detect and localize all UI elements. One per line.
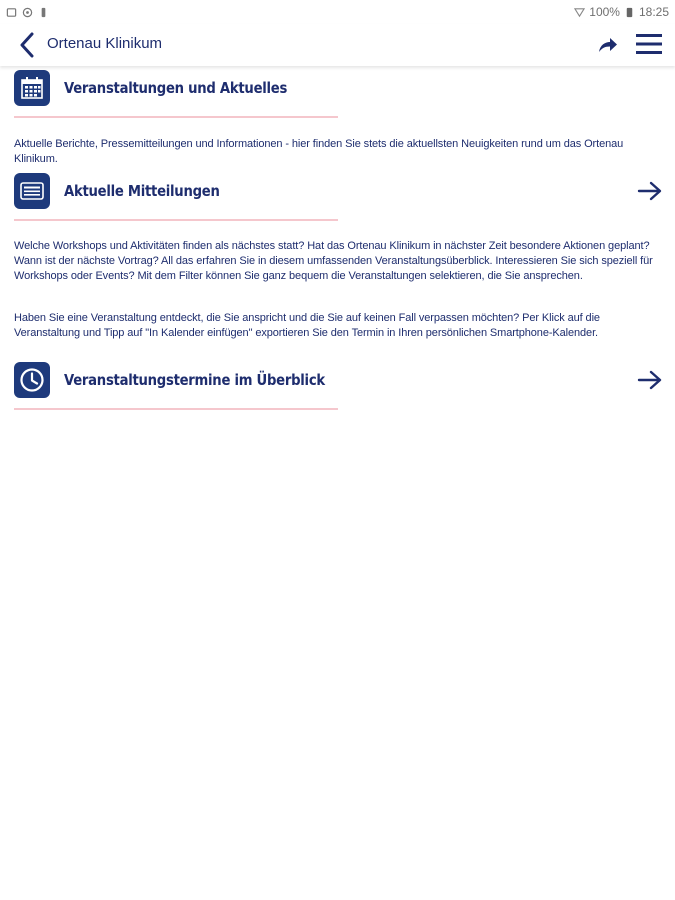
section-divider xyxy=(14,408,338,410)
sync-icon xyxy=(22,7,33,18)
clock-icon xyxy=(19,367,45,393)
calendar-icon-box xyxy=(14,70,50,106)
section-title: Veranstaltungstermine im Überblick xyxy=(64,371,325,389)
app-title: Ortenau Klinikum xyxy=(47,35,163,52)
back-button[interactable] xyxy=(12,29,42,61)
veranstaltungstermine-arrow-button[interactable] xyxy=(636,367,664,393)
mitteilungen-description: Aktuelle Berichte, Pressemitteilungen und Informationen - hier finden Sie stets die aktuellsten Neuigkeiten rund um das Ortenau Klinikum. xyxy=(14,138,624,165)
share-button[interactable] xyxy=(594,31,622,59)
battery-percent: 100% xyxy=(589,5,620,19)
usb-icon xyxy=(38,7,49,18)
newspaper-icon-box xyxy=(14,173,50,209)
status-right xyxy=(574,5,669,19)
status-time: 18:25 xyxy=(638,5,669,19)
veranstaltungen-description-2: Haben Sie eine Veranstaltung entdeckt, die Sie anspricht und die Sie auf keinen Fall verpassen möchten? Per Klick auf die Veranstaltung und Tipp auf "In Kalender einfügen" exportieren Sie den Termin in Ihren persönlichen Smartphone-Kalender. xyxy=(14,312,600,339)
share-icon xyxy=(597,36,619,54)
status-bar xyxy=(0,0,675,24)
veranstaltungen-description-1: Welche Workshops und Aktivitäten finden als nächstes statt? Hat das Ortenau Klinikum in nächster Zeit besondere Aktionen geplant? Wann ist der nächste Vortrag? All das erfahren Sie in diesem umfassenden Veranstaltungsüberblick. Interessieren Sie sich speziell für Workshops oder Events? Mit dem Filter können Sie ganz bequem die Veranstaltungen selektieren, die Sie ansprechen. xyxy=(14,240,653,282)
section-divider xyxy=(14,219,338,221)
signal-icon xyxy=(574,7,585,18)
section-veranstaltungstermine[interactable] xyxy=(14,359,338,401)
status-left xyxy=(6,7,49,18)
hamburger-menu-icon xyxy=(635,32,663,56)
newspaper-icon xyxy=(19,180,45,202)
section-title: Aktuelle Mitteilungen xyxy=(64,182,220,200)
section-veranstaltungen-aktuelles xyxy=(14,67,338,109)
notification-icon xyxy=(6,7,17,18)
menu-button[interactable] xyxy=(632,29,666,59)
section-divider xyxy=(14,116,338,118)
mitteilungen-arrow-button[interactable] xyxy=(636,178,664,204)
calendar-icon xyxy=(19,75,45,101)
battery-icon xyxy=(624,7,635,18)
section-title: Veranstaltungen und Aktuelles xyxy=(64,79,288,97)
app-bar xyxy=(0,24,675,66)
chevron-left-icon xyxy=(19,32,35,58)
arrow-right-icon xyxy=(637,370,663,390)
section-aktuelle-mitteilungen[interactable] xyxy=(14,170,338,212)
clock-icon-box xyxy=(14,362,50,398)
arrow-right-icon xyxy=(637,181,663,201)
